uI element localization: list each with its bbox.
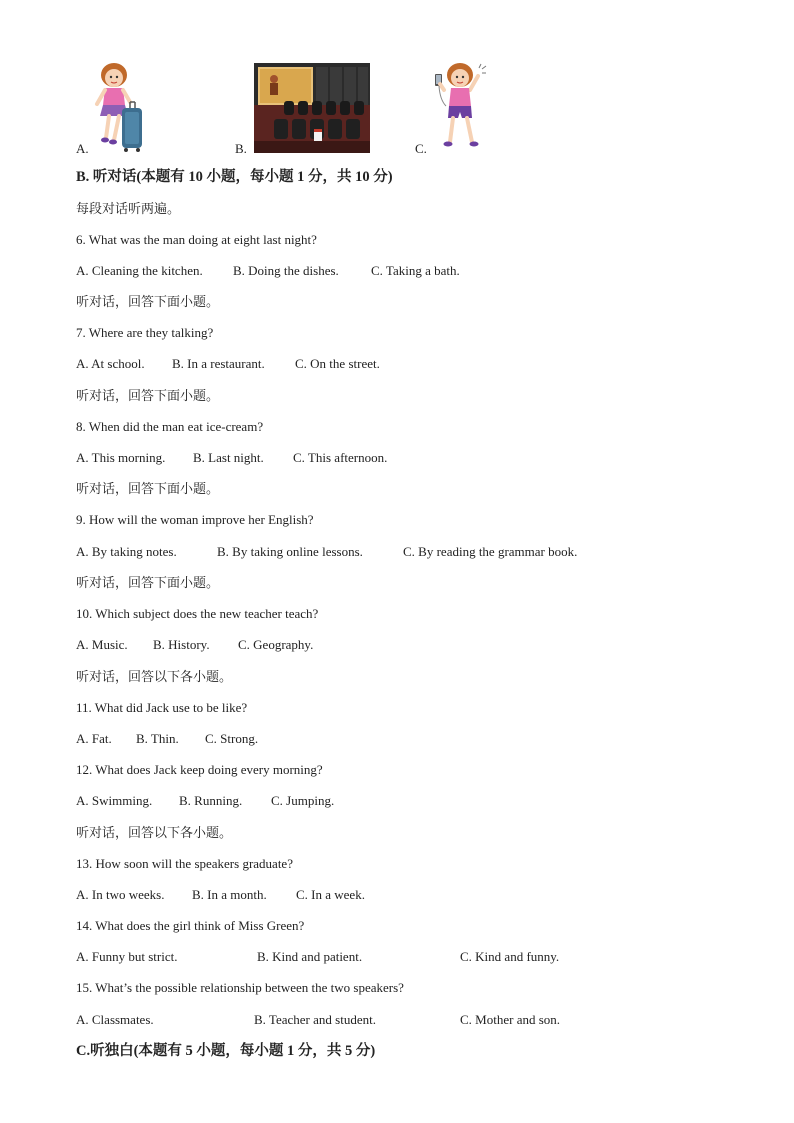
answer-option-c: C. Kind and funny. <box>460 949 560 964</box>
girl-with-phone-picture <box>432 60 488 155</box>
listening-instruction <box>0 388 794 406</box>
answer-option-a: A. Funny but strict. <box>76 949 178 964</box>
listening-instruction <box>0 294 794 312</box>
question-label: 15. What’s the possible relationship between the two speakers? <box>76 980 404 995</box>
answer-option-c: C. In a week. <box>296 887 365 902</box>
answer-option-b: B. Thin. <box>136 731 179 746</box>
section-b-title: B. 听对话(本题有 10 小题，每小题 1 分，共 10 分) <box>76 169 393 185</box>
instruction-label: 听对话，回答以下各小题。 <box>76 825 233 840</box>
listening-instruction <box>0 481 794 499</box>
answer-options-row <box>0 544 794 562</box>
answer-option-a: A. At school. <box>76 356 145 371</box>
question-label: 8. When did the man eat ice-cream? <box>76 419 264 434</box>
answer-option-b: B. Doing the dishes. <box>233 263 339 278</box>
question-text <box>0 419 794 437</box>
answer-option-a: A. This morning. <box>76 450 166 465</box>
question-label: 14. What does the girl think of Miss Green? <box>76 918 305 933</box>
section-b-instruction: 每段对话听两遍。 <box>76 201 181 216</box>
answer-option-a: A. Classmates. <box>76 1012 154 1027</box>
answer-option-b: B. Teacher and student. <box>254 1012 376 1027</box>
question-label: 12. What does Jack keep doing every morning? <box>76 762 323 777</box>
answer-option-c: C. This afternoon. <box>293 450 388 465</box>
answer-option-b: B. History. <box>153 637 210 652</box>
answer-option-b: B. Running. <box>179 793 243 808</box>
instruction-label: 听对话，回答下面小题。 <box>76 481 220 496</box>
question-text <box>0 512 794 530</box>
answer-option-c: C. Jumping. <box>271 793 335 808</box>
question-text <box>0 700 794 718</box>
answer-option-c: C. Strong. <box>205 731 259 746</box>
answer-option-a: A. Swimming. <box>76 793 153 808</box>
question-text <box>0 918 794 936</box>
answer-option-b: B. In a restaurant. <box>172 356 265 371</box>
answer-option-c: C. Geography. <box>238 637 314 652</box>
answer-options-row <box>0 263 794 281</box>
listening-instruction <box>0 575 794 593</box>
question-label: 9. How will the woman improve her English? <box>76 512 314 527</box>
question-label: 10. Which subject does the new teacher teach? <box>76 606 319 621</box>
answer-option-b: B. By taking online lessons. <box>217 544 363 559</box>
option-c-letter: C. <box>415 141 427 156</box>
question-label: 7. Where are they talking? <box>76 325 214 340</box>
answer-option-a: A. Fat. <box>76 731 112 746</box>
answer-option-b: B. Kind and patient. <box>257 949 363 964</box>
answer-option-b: B. Last night. <box>193 450 264 465</box>
listening-instruction <box>0 825 794 843</box>
answer-option-c: C. By reading the grammar book. <box>403 544 578 559</box>
answer-options-row <box>0 1012 794 1030</box>
answer-option-a: A. By taking notes. <box>76 544 177 559</box>
answer-options-row <box>0 637 794 655</box>
girl-with-suitcase-picture <box>92 60 152 155</box>
answer-options-row <box>0 793 794 811</box>
answer-options-row <box>0 731 794 749</box>
question-text <box>0 606 794 624</box>
question-text <box>0 325 794 343</box>
instruction-label: 听对话，回答以下各小题。 <box>76 669 233 684</box>
answer-options-row <box>0 887 794 905</box>
answer-option-c: C. Mother and son. <box>460 1012 561 1027</box>
question-label: 6. What was the man doing at eight last night? <box>76 232 317 247</box>
question-label: 13. How soon will the speakers graduate? <box>76 856 293 871</box>
option-a-letter: A. <box>76 141 89 156</box>
question-text <box>0 980 794 998</box>
instruction-label: 听对话，回答下面小题。 <box>76 575 220 590</box>
instruction-label: 听对话，回答下面小题。 <box>76 294 220 309</box>
answer-option-a: A. In two weeks. <box>76 887 165 902</box>
instruction-label: 听对话，回答下面小题。 <box>76 388 220 403</box>
option-b-letter: B. <box>235 141 247 156</box>
answer-option-a: A. Cleaning the kitchen. <box>76 263 203 278</box>
answer-options-row <box>0 450 794 468</box>
answer-option-a: A. Music. <box>76 637 128 652</box>
listening-instruction <box>0 669 794 687</box>
answer-option-b: B. In a month. <box>192 887 267 902</box>
answer-option-c: C. Taking a bath. <box>371 263 460 278</box>
question-label: 11. What did Jack use to be like? <box>76 700 248 715</box>
movie-theater-picture <box>254 63 370 153</box>
section-c-title: C.听独白(本题有 5 小题，每小题 1 分，共 5 分) <box>76 1043 376 1059</box>
answer-options-row <box>0 949 794 967</box>
question-text <box>0 762 794 780</box>
picture-options-row <box>0 0 794 160</box>
question-text <box>0 232 794 250</box>
question-text <box>0 856 794 874</box>
answer-options-row <box>0 356 794 374</box>
answer-option-c: C. On the street. <box>295 356 380 371</box>
